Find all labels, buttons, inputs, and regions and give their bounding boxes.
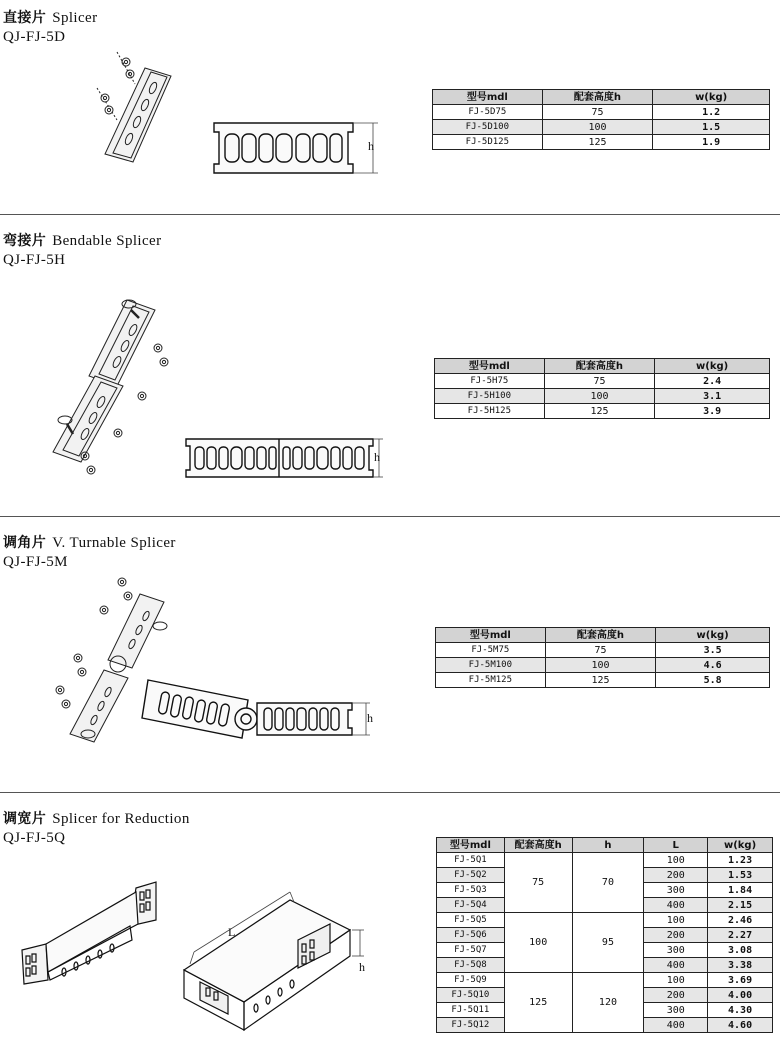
cell-L: 200	[644, 928, 708, 943]
cell-model: FJ-5Q4	[437, 898, 505, 913]
cell-model: FJ-5Q6	[437, 928, 505, 943]
section-4-dim-L: L	[228, 925, 236, 939]
cell-height: 125	[542, 135, 653, 150]
section-1-dim-h: h	[368, 139, 374, 153]
cell-height: 75	[544, 374, 655, 389]
cell-weight: 1.9	[653, 135, 770, 150]
table-row	[436, 643, 770, 658]
section-4-spec-table	[436, 837, 773, 1033]
cell-model: FJ-5M75	[436, 643, 546, 658]
cell-model: FJ-5D125	[433, 135, 543, 150]
splicer-front-view	[210, 120, 385, 180]
cell-height: 75	[545, 643, 656, 658]
cell-weight: 3.38	[708, 958, 773, 973]
cell-model: FJ-5Q9	[437, 973, 505, 988]
cell-weight: 1.23	[708, 853, 773, 868]
section-4-title-en: Splicer for Reduction	[52, 811, 190, 827]
header-model: 型号mdl	[437, 838, 505, 853]
table-row	[433, 135, 770, 150]
section-2-title	[3, 233, 162, 250]
cell-weight: 2.4	[655, 374, 770, 389]
cell-height: 100	[542, 120, 653, 135]
section-2-title-cn: 弯接片	[3, 233, 47, 249]
bendable-splicer-exploded-drawing	[45, 296, 185, 486]
header-model: 型号mdl	[433, 90, 543, 105]
cell-weight: 1.2	[653, 105, 770, 120]
table-header-row	[436, 628, 770, 643]
cell-model: FJ-5Q1	[437, 853, 505, 868]
cell-weight: 3.9	[655, 404, 770, 419]
cell-model: FJ-5D75	[433, 105, 543, 120]
cell-model: FJ-5M100	[436, 658, 546, 673]
table-row	[437, 973, 773, 988]
cell-weight: 4.60	[708, 1018, 773, 1033]
cell-weight: 3.69	[708, 973, 773, 988]
table-row	[435, 404, 770, 419]
header-weight: w(kg)	[708, 838, 773, 853]
cell-model: FJ-5D100	[433, 120, 543, 135]
section-3-spec-table	[435, 627, 770, 688]
section-2-title-en: Bendable Splicer	[52, 233, 162, 249]
reduction-splicer-install-drawing	[180, 890, 370, 1035]
cell-model: FJ-5H75	[435, 374, 545, 389]
header-height: 配套高度h	[544, 359, 655, 374]
cell-height: 75	[542, 105, 653, 120]
turnable-splicer-front-view	[140, 676, 380, 751]
cell-model: FJ-5Q8	[437, 958, 505, 973]
cell-weight: 2.15	[708, 898, 773, 913]
table-row	[437, 913, 773, 928]
header-model: 型号mdl	[435, 359, 545, 374]
cell-weight: 4.30	[708, 1003, 773, 1018]
cell-L: 100	[644, 913, 708, 928]
section-4-title-cn: 调宽片	[3, 811, 47, 827]
header-weight: w(kg)	[655, 359, 770, 374]
cell-weight: 2.27	[708, 928, 773, 943]
cell-weight: 5.8	[656, 673, 770, 688]
section-3-title	[3, 535, 176, 552]
section-4-code: QJ-FJ-5Q	[3, 830, 66, 846]
header-height: 配套高度h	[542, 90, 653, 105]
table-row	[435, 374, 770, 389]
table-header-row	[437, 838, 773, 853]
section-2-code: QJ-FJ-5H	[3, 252, 66, 268]
cell-model: FJ-5Q12	[437, 1018, 505, 1033]
cell-height: 100	[545, 658, 656, 673]
table-row	[436, 658, 770, 673]
section-2-spec-table	[434, 358, 770, 419]
table-row	[435, 389, 770, 404]
cell-height-group: 125	[504, 973, 572, 1033]
cell-height-group: 75	[504, 853, 572, 913]
cell-model: FJ-5Q7	[437, 943, 505, 958]
header-height: 配套高度h	[504, 838, 572, 853]
cell-weight: 4.00	[708, 988, 773, 1003]
cell-weight: 1.53	[708, 868, 773, 883]
cell-height: 100	[544, 389, 655, 404]
cell-L: 200	[644, 868, 708, 883]
cell-model: FJ-5H125	[435, 404, 545, 419]
cell-L: 200	[644, 988, 708, 1003]
cell-model: FJ-5Q10	[437, 988, 505, 1003]
cell-h-group: 120	[572, 973, 644, 1033]
section-3-dim-h: h	[367, 711, 373, 725]
section-3-title-cn: 调角片	[3, 535, 47, 551]
cell-L: 300	[644, 883, 708, 898]
cell-L: 100	[644, 973, 708, 988]
cell-L: 300	[644, 943, 708, 958]
cell-weight: 3.1	[655, 389, 770, 404]
cell-weight: 3.5	[656, 643, 770, 658]
header-height: 配套高度h	[545, 628, 656, 643]
header-weight: w(kg)	[656, 628, 770, 643]
section-4-title	[3, 811, 190, 828]
table-row	[437, 853, 773, 868]
cell-L: 300	[644, 1003, 708, 1018]
cell-model: FJ-5H100	[435, 389, 545, 404]
header-h: h	[572, 838, 644, 853]
header-L: L	[644, 838, 708, 853]
section-1-spec-table	[432, 89, 770, 150]
cell-weight: 2.46	[708, 913, 773, 928]
header-model: 型号mdl	[436, 628, 546, 643]
cell-weight: 1.84	[708, 883, 773, 898]
table-row	[433, 105, 770, 120]
cell-weight: 4.6	[656, 658, 770, 673]
cell-model: FJ-5Q11	[437, 1003, 505, 1018]
section-divider	[0, 516, 780, 517]
table-row	[436, 673, 770, 688]
section-3-code: QJ-FJ-5M	[3, 554, 68, 570]
cell-L: 400	[644, 898, 708, 913]
section-3-title-en: V. Turnable Splicer	[52, 535, 176, 551]
cell-weight: 3.08	[708, 943, 773, 958]
cell-L: 400	[644, 1018, 708, 1033]
cell-height: 125	[545, 673, 656, 688]
cell-L: 400	[644, 958, 708, 973]
section-2-dim-h: h	[374, 450, 380, 464]
cell-model: FJ-5Q5	[437, 913, 505, 928]
cell-model: FJ-5Q2	[437, 868, 505, 883]
table-row	[433, 120, 770, 135]
reduction-splicer-drawing	[18, 880, 163, 990]
cell-height: 125	[544, 404, 655, 419]
section-divider	[0, 214, 780, 215]
section-1-title-cn: 直接片	[3, 10, 47, 26]
section-1-title-en: Splicer	[52, 10, 98, 26]
cell-weight: 1.5	[653, 120, 770, 135]
splicer-exploded-drawing	[95, 50, 190, 165]
cell-L: 100	[644, 853, 708, 868]
section-1-title	[3, 10, 98, 27]
section-divider	[0, 792, 780, 793]
table-header-row	[433, 90, 770, 105]
cell-model: FJ-5Q3	[437, 883, 505, 898]
cell-model: FJ-5M125	[436, 673, 546, 688]
bendable-splicer-front-view	[183, 436, 388, 481]
cell-height-group: 100	[504, 913, 572, 973]
section-1-code: QJ-FJ-5D	[3, 29, 66, 45]
cell-h-group: 95	[572, 913, 644, 973]
header-weight: w(kg)	[653, 90, 770, 105]
section-4-dim-h: h	[359, 960, 365, 974]
cell-h-group: 70	[572, 853, 644, 913]
table-header-row	[435, 359, 770, 374]
